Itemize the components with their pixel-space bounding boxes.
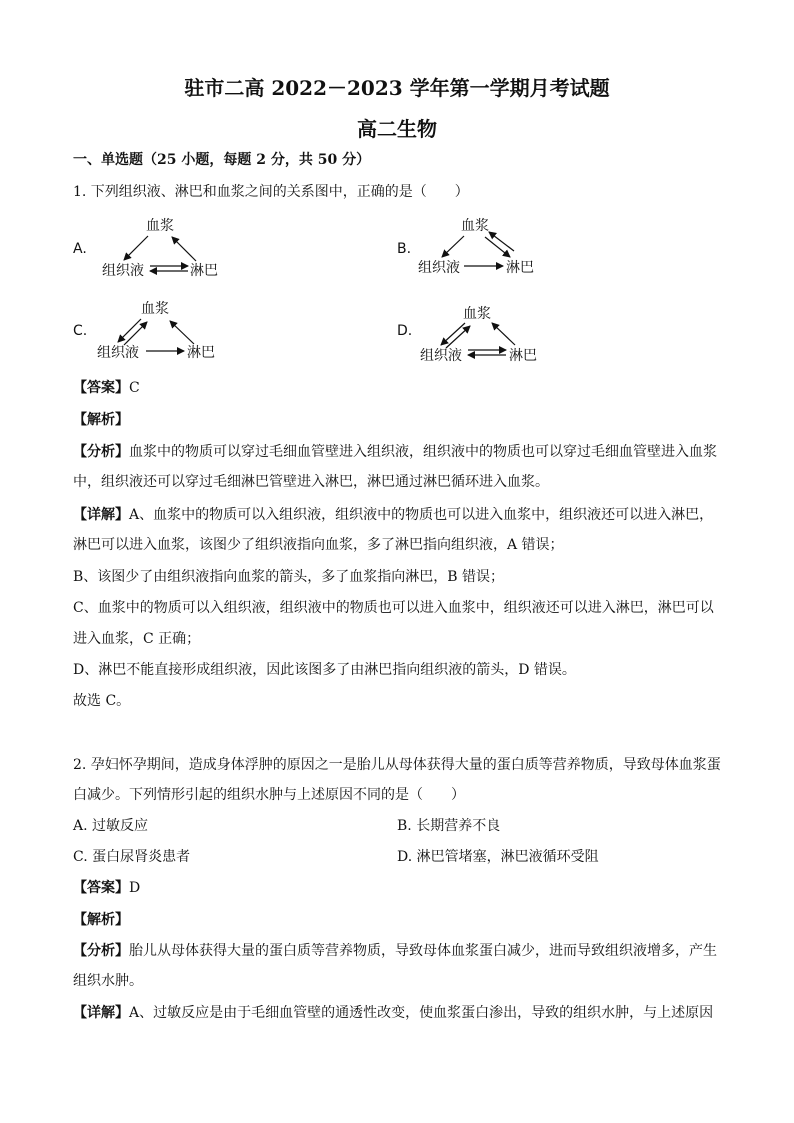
arrow-plasma-to-tissue [442, 236, 464, 257]
diagram-b [418, 217, 534, 276]
arrow-lymph-to-plasma [489, 232, 514, 251]
node-lymph: 淋巴 [506, 260, 534, 276]
arrow-plasma-to-tissue [124, 236, 148, 260]
page-subtitle: 高二生物 [357, 117, 437, 141]
q2-option-b: B. 长期营养不良 [397, 818, 501, 834]
answer-tag: 【答案】 [73, 880, 129, 896]
q2-stem-line-2: 白减少。下列情形引起的组织水肿与上述原因不同的是（ ） [73, 787, 465, 803]
q2-answer [73, 878, 140, 898]
option-d-letter: D. [397, 323, 413, 339]
q1-answer [73, 378, 140, 398]
q2-fenxi-line-1 [73, 941, 717, 961]
arrow-plasma-to-tissue [118, 319, 141, 342]
q1-fenxi-line-1 [73, 442, 717, 462]
fenxi-text: 胎儿从母体获得大量的蛋白质等营养物质，导致母体血浆蛋白减少，进而导致组织液增多，产生 [129, 943, 717, 959]
option-b-letter: B. [397, 241, 412, 257]
q2-option-c: C. 蛋白尿肾炎患者 [73, 849, 191, 865]
q1-fenxi-line-2: 中，组织液还可以穿过毛细淋巴管壁进入淋巴，淋巴通过淋巴循环进入血浆。 [73, 474, 549, 490]
q1-conclusion: 故选 C。 [73, 693, 131, 709]
node-plasma: 血浆 [146, 218, 174, 234]
q1-xiangjie-line-4: C、血浆中的物质可以入组织液，组织液中的物质也可以进入血浆中，组织液还可以进入淋巴，淋巴可以 [73, 600, 714, 616]
section-heading: 一、单选题（25 小题，每题 2 分，共 50 分） [73, 152, 371, 168]
q2-fenxi-line-2: 组织水肿。 [73, 973, 143, 989]
node-tissue: 组织液 [97, 345, 139, 361]
q1-analysis-tag: 【解析】 [73, 412, 129, 428]
fenxi-tag: 【分析】 [73, 943, 129, 959]
answer-value: C [129, 380, 140, 396]
diagram-a [102, 217, 218, 279]
option-c-letter: C. [73, 323, 88, 339]
xiangjie-text: A、血浆中的物质可以入组织液，组织液中的物质也可以进入血浆中，组织液还可以进入淋巴， [129, 507, 714, 523]
answer-tag: 【答案】 [73, 380, 129, 396]
arrow-lymph-to-plasma [170, 321, 194, 344]
node-lymph: 淋巴 [187, 345, 215, 361]
arrow-plasma-to-lymph [485, 237, 510, 257]
diagram-d [420, 305, 537, 364]
node-lymph: 淋巴 [509, 348, 537, 364]
arrow-lymph-to-plasma [172, 237, 196, 261]
node-plasma: 血浆 [463, 306, 491, 322]
answer-value: D [129, 880, 141, 896]
option-a-letter: A. [73, 241, 87, 257]
q2-analysis-tag: 【解析】 [73, 912, 129, 928]
q1-xiangjie-line-5: 进入血浆，C 正确； [73, 631, 201, 647]
xiangjie-text: A、过敏反应是由于毛细血管壁的通透性改变，使血浆蛋白渗出，导致的组织水肿，与上述原因 [129, 1005, 714, 1021]
node-plasma: 血浆 [461, 218, 489, 234]
q2-xiangjie-line-1 [73, 1003, 713, 1023]
q1-stem: 1. 下列组织液、淋巴和血浆之间的关系图中，正确的是（ ） [73, 184, 469, 200]
diagram-c [97, 300, 215, 361]
xiangjie-tag: 【详解】 [73, 507, 129, 523]
node-lymph: 淋巴 [190, 263, 218, 279]
page-title: 驻市二高 2022－2023 学年第一学期月考试题 [184, 76, 610, 100]
node-tissue: 组织液 [420, 348, 462, 364]
q1-diagrams [0, 200, 794, 380]
q2-option-d: D. 淋巴管堵塞，淋巴液循环受阻 [397, 849, 599, 865]
fenxi-tag: 【分析】 [73, 444, 129, 460]
arrow-tissue-to-plasma [124, 322, 147, 345]
q2-stem-line-1: 2. 孕妇怀孕期间，造成身体浮肿的原因之一是胎儿从母体获得大量的蛋白质等营养物质，导致母体血浆蛋 [73, 757, 721, 773]
xiangjie-tag: 【详解】 [73, 1005, 129, 1021]
fenxi-text: 血浆中的物质可以穿过毛细血管壁进入组织液，组织液中的物质也可以穿过毛细血管壁进入血浆 [129, 444, 717, 460]
node-tissue: 组织液 [418, 260, 460, 276]
node-plasma: 血浆 [141, 301, 169, 317]
q1-xiangjie-line-2: 淋巴可以进入血浆，该图少了组织液指向血浆，多了淋巴指向组织液，A 错误； [73, 537, 564, 553]
q1-xiangjie-line-3: B、该图少了由组织液指向血浆的箭头，多了血浆指向淋巴，B 错误； [73, 569, 505, 585]
q1-xiangjie-line-6: D、淋巴不能直接形成组织液，因此该图多了由淋巴指向组织液的箭头，D 错误。 [73, 662, 576, 678]
q2-option-a: A. 过敏反应 [73, 818, 149, 834]
q1-xiangjie-line-1 [73, 505, 713, 525]
node-tissue: 组织液 [102, 263, 144, 279]
arrow-lymph-to-plasma [492, 323, 515, 345]
